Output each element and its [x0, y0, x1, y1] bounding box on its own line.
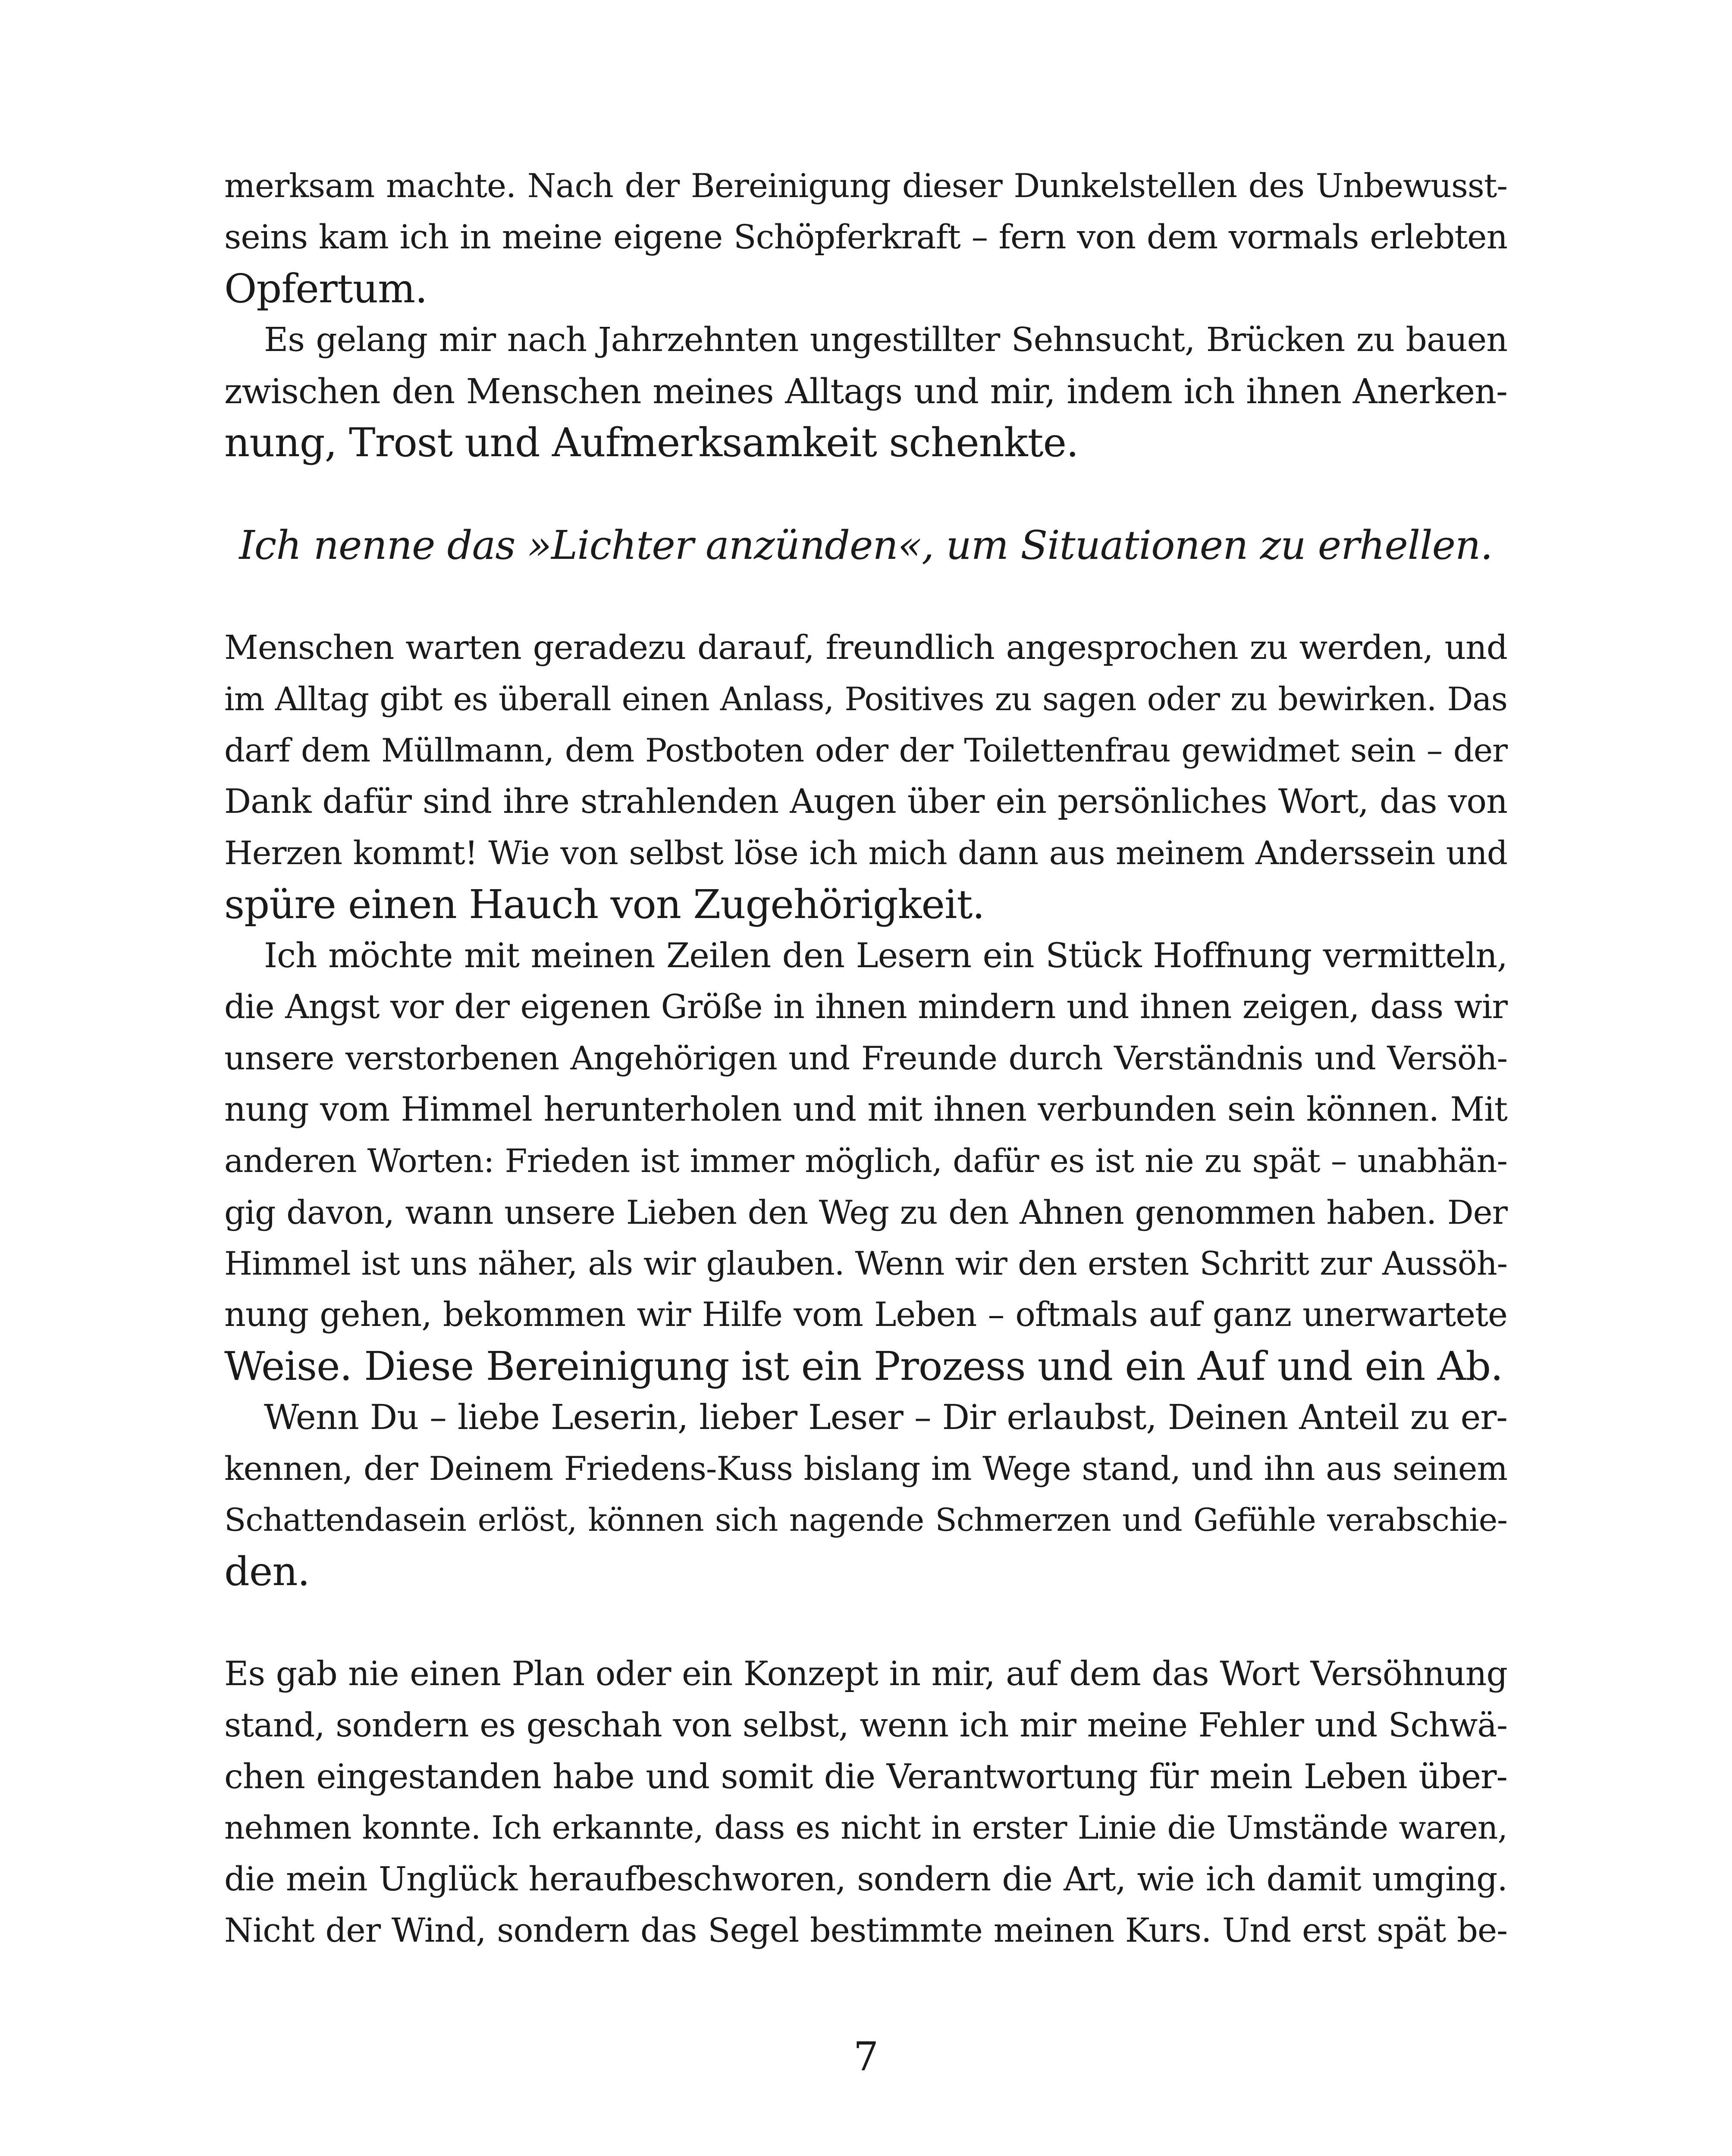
- text-line: chen eingestanden habe und somit die Verantwortung für mein Leben über-: [224, 1757, 1507, 1796]
- italic-quote: Ich nenne das »Lichter anzünden«, um Situationen zu erhellen.: [239, 522, 1493, 568]
- text-line: nung gehen, bekommen wir Hilfe vom Leben – oftmals auf ganz unerwartete: [224, 1295, 1507, 1334]
- text-line: nehmen konnte. Ich erkannte, dass es nicht in erster Linie die Umstände waren,: [224, 1809, 1507, 1846]
- text-line: den.: [224, 1548, 310, 1595]
- text-line: Herzen kommt! Wie von selbst löse ich mich dann aus meinem Anderssein und: [224, 834, 1507, 872]
- text-line: darf dem Müllmann, dem Postboten oder der Toilettenfrau gewidmet sein – der: [224, 731, 1507, 769]
- paragraph-gap: [224, 571, 1507, 622]
- text-line: gig davon, wann unsere Lieben den Weg zu den Ahnen genommen haben. Der: [224, 1193, 1507, 1232]
- page-number: 7: [853, 2034, 879, 2080]
- body-text: [224, 160, 1507, 1956]
- text-line: Ich möchte mit meinen Zeilen den Lesern ein Stück Hoffnung vermitteln,: [264, 936, 1507, 975]
- text-line: Himmel ist uns näher, als wir glauben. Wenn wir den ersten Schritt zur Aussöh-: [224, 1245, 1507, 1282]
- text-line: Opfertum.: [224, 266, 427, 312]
- text-line: merksam machte. Nach der Bereinigung dieser Dunkelstellen des Unbewusst-: [224, 167, 1507, 205]
- text-line: die Angst vor der eigenen Größe in ihnen mindern und ihnen zeigen, dass wir: [224, 988, 1507, 1026]
- text-line: zwischen den Menschen meines Alltags und mir, indem ich ihnen Anerken-: [224, 371, 1507, 411]
- text-line: Wenn Du – liebe Leserin, lieber Leser – Dir erlaubst, Deinen Anteil zu er-: [264, 1398, 1507, 1437]
- text-line: im Alltag gibt es überall einen Anlass, Positives zu sagen oder zu bewirken. Das: [224, 680, 1507, 718]
- paragraph-gap: [224, 1597, 1507, 1648]
- text-line: anderen Worten: Frieden ist immer möglich, dafür es ist nie zu spät – unabhän-: [224, 1142, 1507, 1180]
- text-line: Schattendasein erlöst, können sich nagende Schmerzen und Gefühle verabschie-: [224, 1502, 1507, 1539]
- text-line: stand, sondern es geschah von selbst, wenn ich mir meine Fehler und Schwä-: [224, 1706, 1507, 1745]
- text-line: Nicht der Wind, sondern das Segel bestimmte meinen Kurs. Und erst spät be-: [224, 1912, 1507, 1950]
- paragraph-gap: [224, 468, 1507, 520]
- text-line: Dank dafür sind ihre strahlenden Augen über ein persönliches Wort, das von: [224, 782, 1507, 821]
- text-line: Es gab nie einen Plan oder ein Konzept in mir, auf dem das Wort Versöhnung: [224, 1655, 1507, 1693]
- text-line: unsere verstorbenen Angehörigen und Freunde durch Verständnis und Versöh-: [224, 1039, 1507, 1077]
- text-line: spüre einen Hauch von Zugehörigkeit.: [224, 881, 985, 928]
- text-line: nung vom Himmel herunterholen und mit ihnen verbunden sein können. Mit: [224, 1090, 1507, 1129]
- text-line: kennen, der Deinem Friedens-Kuss bislang im Wege stand, und ihn aus seinem: [224, 1450, 1507, 1488]
- text-line: seins kam ich in meine eigene Schöpferkraft – fern von dem vormals erlebten: [224, 218, 1507, 257]
- text-line: die mein Unglück heraufbeschworen, sondern die Art, wie ich damit umging.: [224, 1860, 1507, 1899]
- text-line: Weise. Diese Bereinigung ist ein Prozess und ein Auf und ein Ab.: [224, 1343, 1503, 1389]
- text-line: Menschen warten geradezu darauf, freundlich angesprochen zu werden, und: [224, 629, 1507, 667]
- text-line: nung, Trost und Aufmerksamkeit schenkte.: [224, 420, 1079, 466]
- text-line: Es gelang mir nach Jahrzehnten ungestillter Sehnsucht, Brücken zu bauen: [264, 320, 1507, 359]
